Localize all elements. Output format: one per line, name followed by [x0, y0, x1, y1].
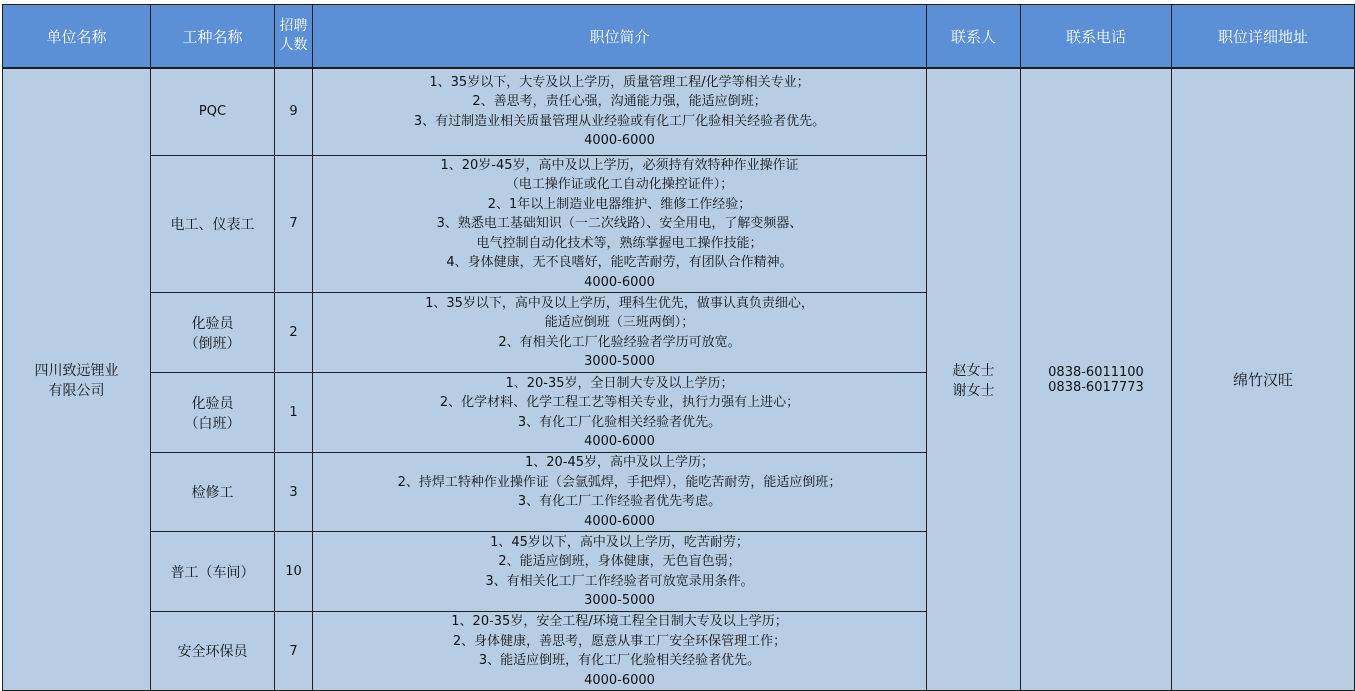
- description-cell: [313, 453, 927, 532]
- count-cell: 9: [275, 68, 313, 155]
- header-count-line: 人数: [279, 37, 308, 53]
- header-address: 职位详细地址: [1172, 5, 1355, 69]
- job-cell: 检修工: [151, 453, 275, 532]
- description-line: 4000-6000: [584, 672, 655, 688]
- header-count-line: 招聘: [279, 18, 308, 34]
- description-line: 4000-6000: [584, 513, 655, 529]
- header-count-text: [275, 17, 312, 55]
- description-cell: [313, 68, 927, 155]
- description-line: 3、能适应倒班，有化工厂化验相关经验者优先。: [478, 653, 761, 668]
- company-name-line: 四川致远锂业: [34, 362, 119, 379]
- description-line: 3、有化工厂工作经验者优先考虑。: [517, 494, 722, 509]
- company-cell: [3, 68, 151, 691]
- phone-number: 0838-6017773: [1048, 379, 1144, 395]
- header-description: 职位简介: [313, 5, 927, 69]
- count-cell: 1: [275, 373, 313, 453]
- description-line: 2、善思考，责任心强，沟通能力强，能适应倒班；: [472, 94, 767, 110]
- phone-number: 0838-6011100: [1048, 364, 1144, 380]
- job-cell: [151, 293, 275, 373]
- description-line: （电工操作证或化工自动化操控证件）；: [505, 177, 734, 192]
- description-line: 1、35岁以下，大专及以上学历，质量管理工程/化学等相关专业；: [429, 74, 810, 90]
- job-name-line: 化验员: [191, 395, 234, 412]
- description-line: 3000-5000: [584, 593, 655, 608]
- header-job: 工种名称: [151, 5, 275, 69]
- table-row: [3, 68, 1355, 155]
- description-line: 4000-6000: [584, 133, 655, 149]
- job-name-line: 化验员: [191, 315, 234, 332]
- header-company: 单位名称: [3, 5, 151, 69]
- description-line: 1、35岁以下，高中及以上学历，理科生优先，做事认真负责细心，: [425, 295, 814, 311]
- count-cell: 2: [275, 293, 313, 373]
- address-cell: 绵竹汉旺: [1172, 68, 1355, 691]
- job-cell: 普工（车间）: [151, 532, 275, 612]
- description-cell: [313, 155, 927, 293]
- description-line: 2、1年以上制造业电器维护、维修工作经验；: [487, 196, 752, 212]
- job-table: [2, 4, 1355, 691]
- description-line: 1、20-35岁，全日制大专及以上学历；: [505, 375, 734, 391]
- description-line: 3、有过制造业相关质量管理从业经验或有化工厂化验相关经验者优先。: [413, 113, 826, 129]
- job-cell: 安全环保员: [151, 612, 275, 691]
- contact-name: 谢女士: [952, 382, 995, 399]
- job-name-line: （倒班）: [184, 335, 241, 352]
- description-line: 2、有相关化工厂化验经验者学历可放宽。: [498, 334, 741, 350]
- header-contact: 联系人: [927, 5, 1021, 69]
- description-line: 2、化学材料、化学工程工艺等相关专业，执行力强有上进心；: [439, 395, 800, 410]
- company-name-line: 有限公司: [48, 382, 105, 399]
- count-cell: 7: [275, 155, 313, 293]
- header-phone: 联系电话: [1021, 5, 1172, 69]
- description-line: 2、能适应倒班，身体健康，无色盲色弱；: [498, 554, 741, 569]
- description-line: 3、有化工厂化验相关经验者优先。: [517, 414, 722, 430]
- description-line: 1、20-45岁，高中及以上学历；: [524, 455, 715, 470]
- description-line: 1、20岁-45岁，高中及以上学历，必须持有效特种作业操作证: [440, 157, 799, 173]
- description-line: 能适应倒班（三班两倒）；: [544, 315, 695, 330]
- description-line: 4000-6000: [584, 274, 655, 290]
- job-cell: PQC: [151, 68, 275, 155]
- description-cell: [313, 532, 927, 612]
- description-cell: [313, 612, 927, 691]
- description-line: 3、熟悉电工基础知识（一二次线路）、安全用电，了解变频器、: [436, 216, 803, 231]
- contact-name: 赵女士: [952, 362, 995, 379]
- job-name-line: （白班）: [184, 415, 241, 432]
- description-line: 2、持焊工特种作业操作证（会氩弧焊，手把焊），能吃苦耐劳，能适应倒班；: [397, 474, 842, 490]
- count-cell: 3: [275, 453, 313, 532]
- description-cell: [313, 373, 927, 453]
- contact-cell: [927, 68, 1021, 691]
- count-cell: 10: [275, 532, 313, 612]
- description-line: 4000-6000: [584, 434, 655, 449]
- job-cell: 电工、仪表工: [151, 155, 275, 293]
- header-row: [3, 5, 1355, 69]
- description-line: 1、20-35岁，安全工程/环境工程全日制大专及以上学历；: [451, 614, 788, 629]
- description-line: 电气控制自动化技术等，熟练掌握电工操作技能；: [476, 235, 763, 251]
- description-line: 3000-5000: [584, 354, 655, 369]
- description-line: 4、身体健康，无不良嗜好，能吃苦耐劳，有团队合作精神。: [446, 255, 793, 270]
- job-cell: [151, 373, 275, 453]
- header-count: [275, 5, 313, 69]
- phone-cell: [1021, 68, 1172, 691]
- count-cell: 7: [275, 612, 313, 691]
- description-line: 3、有相关化工厂工作经验者可放宽录用条件。: [485, 573, 754, 589]
- description-cell: [313, 293, 927, 373]
- description-line: 1、45岁以下，高中及以上学历，吃苦耐劳；: [490, 534, 749, 550]
- description-line: 2、身体健康，善思考，愿意从事工厂安全环保管理工作；: [452, 633, 787, 649]
